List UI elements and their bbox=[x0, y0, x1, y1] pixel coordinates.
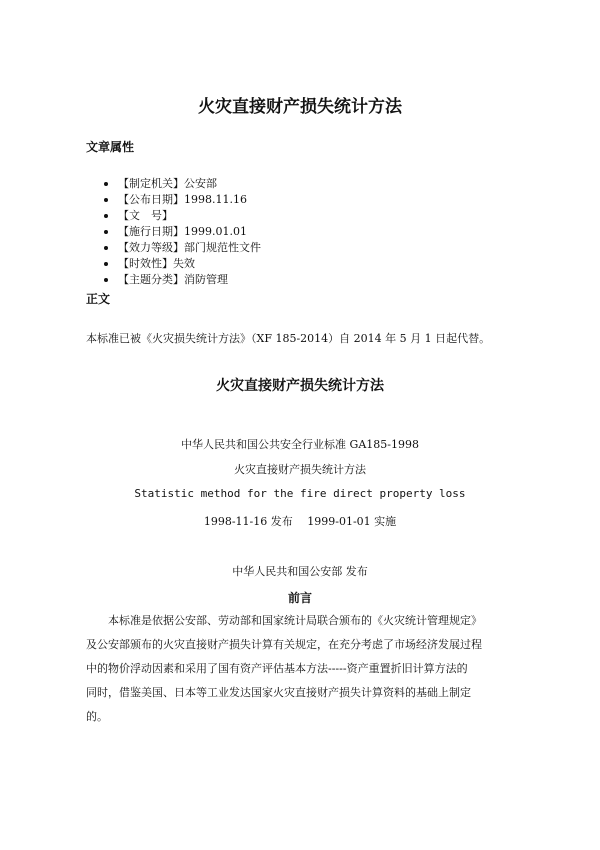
attribute-item bbox=[104, 192, 261, 208]
attribute-text: 【效力等级】部门规范性文件 bbox=[118, 241, 261, 254]
standard-number: 中华人民共和国公共安全行业标准 GA185-1998 bbox=[181, 438, 419, 451]
preface-line: 同时，借鉴美国、日本等工业发达国家火灾直接财产损失计算资料的基础上制定 bbox=[86, 686, 471, 699]
attribute-text: 【公布日期】1998.11.16 bbox=[118, 193, 247, 206]
attribute-item bbox=[104, 256, 261, 272]
standard-dates: 1998-11-16 发布 1999-01-01 实施 bbox=[203, 515, 397, 528]
body-heading: 正文 bbox=[86, 292, 111, 306]
attribute-item bbox=[104, 208, 261, 224]
bullet-icon bbox=[104, 214, 108, 218]
attribute-item bbox=[104, 272, 261, 288]
bullet-icon bbox=[104, 198, 108, 202]
replacement-note: 本标准已被《火灾损失统计方法》（XF 185-2014）自 2014 年 5 月 1 日起代替。 bbox=[86, 332, 491, 345]
preface-line: 本标准是依据公安部、劳动部和国家统计局联合颁布的《火灾统计管理规定》 bbox=[86, 614, 482, 627]
bullet-icon bbox=[104, 230, 108, 234]
document-title: 火灾直接财产损失统计方法 bbox=[198, 97, 402, 117]
attribute-text: 【施行日期】1999.01.01 bbox=[118, 225, 247, 238]
attributes-heading: 文章属性 bbox=[86, 140, 135, 154]
bullet-icon bbox=[104, 246, 108, 250]
bullet-icon bbox=[104, 182, 108, 186]
standard-title: 火灾直接财产损失统计方法 bbox=[216, 378, 384, 394]
attribute-item bbox=[104, 176, 261, 192]
issuer-line: 中华人民共和国公安部 发布 bbox=[232, 565, 368, 578]
preface-paragraph bbox=[86, 609, 518, 729]
bullet-icon bbox=[104, 278, 108, 282]
attribute-text: 【时效性】失效 bbox=[118, 257, 195, 270]
attribute-text: 【文 号】 bbox=[118, 209, 173, 222]
bullet-icon bbox=[104, 262, 108, 266]
preface-line: 中的物价浮动因素和采用了国有资产评估基本方法-----资产重置折旧计算方法的 bbox=[86, 662, 468, 675]
standard-name-cn: 火灾直接财产损失统计方法 bbox=[234, 463, 366, 476]
preface-line: 的。 bbox=[86, 710, 108, 723]
standard-name-en: Statistic method for the fire direct property loss bbox=[134, 487, 466, 500]
attributes-list bbox=[104, 176, 261, 288]
attribute-text: 【主题分类】消防管理 bbox=[118, 273, 228, 286]
attribute-text: 【制定机关】公安部 bbox=[118, 177, 217, 190]
attribute-item bbox=[104, 240, 261, 256]
preface-title: 前言 bbox=[287, 591, 312, 605]
preface-line: 及公安部颁布的火灾直接财产损失计算有关规定，在充分考虑了市场经济发展过程 bbox=[86, 638, 482, 651]
attribute-item bbox=[104, 224, 261, 240]
